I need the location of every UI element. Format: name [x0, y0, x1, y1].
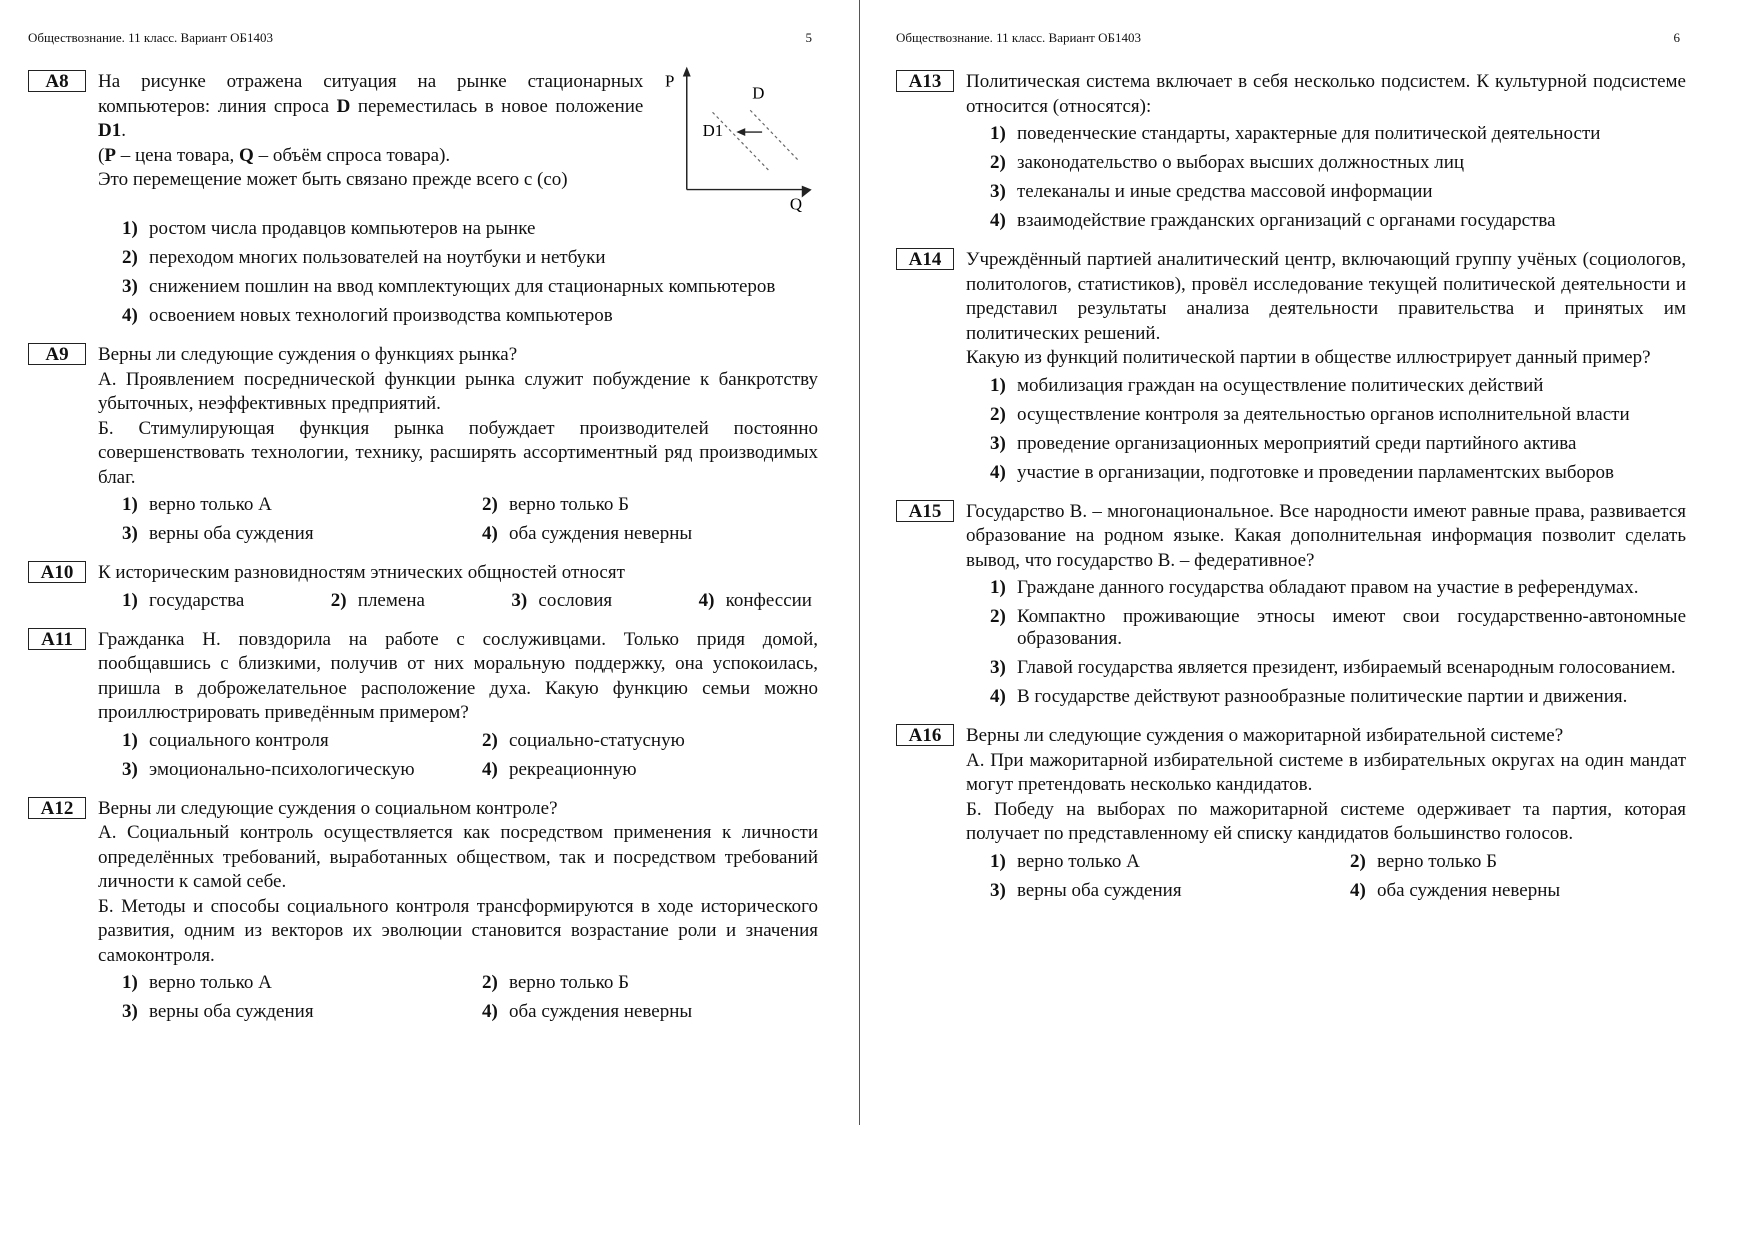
q-axis-arrow: [802, 186, 812, 198]
page-6: [896, 0, 1686, 1239]
answer-options: [990, 123, 1686, 232]
question-text: Верны ли следующие суждения о мажоритарной избирательной системе?: [966, 725, 1564, 746]
answer-options: [990, 851, 1686, 902]
answer-option[interactable]: 2) социально-статусную: [482, 729, 685, 751]
curve-d1-label: D1: [702, 121, 724, 141]
statement-b: Б. Методы и способы социального контроля трансформируются в ходе исторического развития, одним из векторов их эволюции становится возрастание роли и значения самоконтроля.: [98, 895, 818, 966]
answer-options: [122, 972, 818, 1023]
header-title: Обществознание. 11 класс. Вариант ОБ1403: [28, 30, 273, 45]
demand-curve-d: [751, 110, 799, 160]
answer-option[interactable]: 3) верны оба суждения: [122, 1001, 314, 1022]
question-a8: [28, 70, 818, 327]
answer-option[interactable]: 2) Компактно проживающие этносы имеют свои государственно-автономные образования.: [990, 606, 1686, 649]
statement-a: А. При мажоритарной избирательной системе в избирательных округах на один мандат могут претендовать несколько кандидатов.: [966, 749, 1686, 795]
answer-option[interactable]: 3) верны оба суждения: [122, 523, 314, 544]
question-text: Гражданка Н. повздорила на работе с сослуживцами. Только придя домой, пообщавшись с близкими, получив от них моральную поддержку, она успокоилась, пришла в доброжелательное расположение духа. Какую функцию семьи можно проиллюстрировать приведённым примером?: [98, 628, 818, 723]
question-a10: [28, 561, 818, 612]
question-a16: [896, 724, 1686, 902]
answer-option[interactable]: 1) верно только А: [122, 972, 272, 993]
answer-option[interactable]: 1) Граждане данного государства обладают правом на участие в референдумах.: [990, 577, 1639, 598]
answer-option[interactable]: 1) верно только А: [990, 850, 1140, 872]
p-axis-arrow: [683, 67, 691, 77]
answer-options: [122, 494, 818, 545]
answer-option[interactable]: 3) эмоционально-психологическую: [122, 758, 415, 780]
answer-option[interactable]: 4) конфессии: [698, 589, 812, 611]
question-a12: [28, 797, 818, 1024]
page-divider: [859, 0, 860, 1125]
statement-b: Б. Стимулирующая функция рынка побуждает производителей постоянно совершенствовать технологии, технику, расширять ассортиментный ряд производимых благ.: [98, 417, 818, 488]
question-text: К историческим разновидностям этнических общностей относят: [98, 562, 625, 583]
question-a13: [896, 70, 1686, 232]
answer-option[interactable]: 4) оба суждения неверны: [482, 1001, 693, 1022]
question-text: На рисунке отражена ситуация на рынке стационарных компьютеров: линия спроса D переместилась в новое положение D1.: [98, 71, 644, 141]
question-text: Учреждённый партией аналитический центр, включающий группу учёных (социологов, политологов, статистиков), провёл исследование текущей политической деятельности и представил результаты анализа деятельности правительства и принятых им политических решений.: [966, 249, 1686, 344]
answer-option[interactable]: 4) оба суждения неверны: [482, 523, 693, 544]
question-a11: [28, 628, 818, 781]
answer-options: [990, 577, 1686, 708]
page-number: 5: [805, 30, 812, 45]
question-text: Верны ли следующие суждения о социальном контроле?: [98, 797, 558, 819]
answer-option[interactable]: 3) снижением пошлин на ввод комплектующих для стационарных компьютеров: [122, 276, 776, 297]
answer-option[interactable]: 1) верно только А: [122, 494, 272, 515]
question-number: A13: [896, 70, 954, 92]
answer-option[interactable]: 2) племена: [330, 589, 425, 611]
answer-option[interactable]: 4) взаимодействие гражданских организаций с органами государства: [990, 210, 1556, 231]
answer-option[interactable]: 2) верно только Б: [1350, 850, 1498, 872]
answer-option[interactable]: 3) Главой государства является президент, избираемый всенародным голосованием.: [990, 657, 1676, 678]
answer-option[interactable]: 1) ростом числа продавцов компьютеров на рынке: [122, 218, 536, 239]
answer-option[interactable]: 2) верно только Б: [482, 972, 630, 993]
statement-a: А. Социальный контроль осуществляется как посредством применения к личности определённых требований, выработанных обществом, так и посредством требований личности к самой себе.: [98, 822, 818, 892]
curve-d-label: D: [752, 83, 765, 103]
answer-options: [990, 375, 1686, 484]
answer-option[interactable]: 2) осуществление контроля за деятельностью органов исполнительной власти: [990, 403, 1630, 425]
q-axis-label: Q: [790, 194, 803, 214]
answer-option[interactable]: 4) участие в организации, подготовке и проведении парламентских выборов: [990, 461, 1614, 483]
question-legend: (P – цена товара, Q – объём спроса товара).: [98, 144, 451, 166]
p-axis-label: P: [665, 71, 675, 91]
answer-option[interactable]: 2) переходом многих пользователей на ноутбуки и нетбуки: [122, 247, 606, 268]
answer-option[interactable]: 3) телеканалы и иные средства массовой информации: [990, 181, 1433, 202]
demand-shift-graph: [659, 64, 818, 214]
answer-option[interactable]: 1) мобилизация граждан на осуществление политических действий: [990, 374, 1544, 396]
question-number: A14: [896, 248, 954, 270]
statement-a: А. Проявлением посреднической функции рынка служит побуждение к банкротству убыточных, неэффективных предприятий.: [98, 368, 818, 414]
question-a14: [896, 248, 1686, 484]
question-a15: [896, 500, 1686, 709]
question-number: A16: [896, 724, 954, 746]
answer-options: [122, 218, 818, 327]
answer-option[interactable]: 2) верно только Б: [482, 494, 630, 515]
answer-option[interactable]: 4) оба суждения неверны: [1350, 879, 1561, 901]
answer-option[interactable]: 3) проведение организационных мероприятий среди партийного актива: [990, 432, 1577, 454]
answer-options: [122, 730, 818, 781]
page-number: 6: [1673, 30, 1680, 45]
answer-option[interactable]: 1) социального контроля: [122, 729, 329, 751]
question-prompt: Какую из функций политической партии в обществе иллюстрирует данный пример?: [966, 347, 1651, 368]
question-number: A9: [28, 343, 86, 365]
answer-option[interactable]: 2) законодательство о выборах высших должностных лиц: [990, 152, 1465, 173]
question-text: Государство В. – многонациональное. Все народности имеют равные права, развивается образование на родном языке. Какая дополнительная информация позволит сделать вывод, что государство В. – федеративное?: [966, 500, 1686, 571]
statement-b: Б. Победу на выборах по мажоритарной системе одерживает та партия, которая получает по представленному ей списку кандидатов большинство голосов.: [966, 798, 1686, 844]
question-prompt: Это перемещение может быть связано прежде всего с (со): [98, 169, 568, 190]
answer-option[interactable]: 3) верны оба суждения: [990, 879, 1182, 901]
question-text: Политическая система включает в себя несколько подсистем. К культурной подсистеме относится (относятся):: [966, 71, 1686, 117]
question-text: Верны ли следующие суждения о функциях рынка?: [98, 344, 518, 365]
shift-arrow-head: [737, 128, 746, 136]
question-a9: [28, 343, 818, 545]
question-number: A12: [28, 797, 86, 819]
header-title: Обществознание. 11 класс. Вариант ОБ1403: [896, 30, 1141, 45]
page-5: [28, 0, 818, 1239]
question-number: A11: [28, 628, 86, 650]
answer-option[interactable]: 3) сословия: [511, 589, 613, 611]
page-header: [28, 30, 818, 46]
answer-option[interactable]: 1) поведенческие стандарты, характерные для политической деятельности: [990, 123, 1601, 144]
question-number: A15: [896, 500, 954, 522]
answer-options: [122, 590, 812, 612]
question-number: A10: [28, 561, 86, 583]
answer-option[interactable]: 1) государства: [122, 589, 245, 611]
answer-option[interactable]: 4) освоением новых технологий производства компьютеров: [122, 305, 613, 326]
question-number: A8: [28, 70, 86, 92]
answer-option[interactable]: 4) рекреационную: [482, 758, 637, 780]
answer-option[interactable]: 4) В государстве действуют разнообразные политические партии и движения.: [990, 686, 1628, 707]
page-header: [896, 30, 1686, 46]
